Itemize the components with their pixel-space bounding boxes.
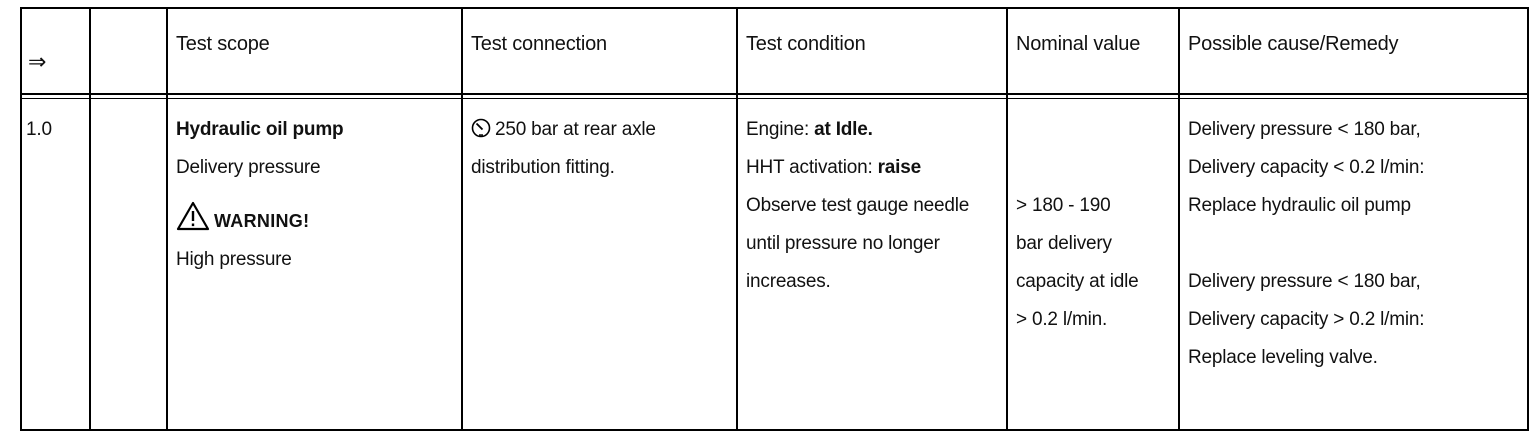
test-table: [20, 7, 1529, 431]
test-condition-cell: [746, 111, 969, 301]
col-divider-4: [736, 7, 738, 431]
remedy-2-line-1: Delivery pressure < 180 bar,: [1188, 271, 1421, 292]
col-divider-5: [1006, 7, 1008, 431]
header-divider: [20, 93, 1529, 95]
pressure-gauge-icon: [471, 118, 491, 138]
condition-line-1: Observe test gauge needle: [746, 195, 970, 216]
condition-hht: [746, 149, 969, 187]
scope-title: Hydraulic oil pump: [176, 119, 344, 140]
remedy-spacer: [1188, 225, 1424, 263]
nominal-line-4: > 0.2 l/min.: [1016, 309, 1108, 330]
warning-line: [176, 201, 343, 241]
header-possible-cause: Possible cause/Remedy: [1188, 33, 1399, 55]
header-arrow: ⇒: [28, 49, 47, 74]
nominal-line-3: capacity at idle: [1016, 271, 1139, 292]
engine-label: Engine:: [746, 119, 815, 140]
warning-triangle-icon: [176, 201, 210, 231]
condition-line-3: increases.: [746, 271, 831, 292]
nominal-value-cell: [1016, 187, 1138, 339]
test-connection-cell: [471, 111, 656, 187]
remedy-1-line-3: Replace hydraulic oil pump: [1188, 195, 1411, 216]
header-test-scope: Test scope: [176, 33, 270, 55]
header-test-connection: Test connection: [471, 33, 607, 55]
header-test-condition: Test condition: [746, 33, 866, 55]
hht-value: raise: [877, 157, 921, 178]
header-divider-double: [20, 98, 1529, 99]
nominal-line-2: bar delivery: [1016, 233, 1112, 254]
warning-text: High pressure: [176, 249, 292, 270]
remedy-1-line-2: Delivery capacity < 0.2 l/min:: [1188, 157, 1425, 178]
condition-engine: [746, 111, 969, 149]
header-nominal-value: Nominal value: [1016, 33, 1141, 55]
step-number: 1.0: [26, 119, 52, 140]
condition-line-2: until pressure no longer: [746, 233, 940, 254]
scope-subtitle: Delivery pressure: [176, 157, 321, 178]
col-divider-1: [89, 7, 91, 431]
test-scope-cell: [176, 111, 343, 279]
engine-value: at Idle.: [814, 119, 873, 140]
connection-line-2: distribution fitting.: [471, 157, 615, 178]
nominal-line-1: > 180 - 190: [1016, 195, 1111, 216]
connection-text-1: 250 bar at rear axle: [495, 119, 656, 140]
hht-label: HHT activation:: [746, 157, 878, 178]
remedy-2-line-3: Replace leveling valve.: [1188, 347, 1378, 368]
remedy-1-line-1: Delivery pressure < 180 bar,: [1188, 119, 1421, 140]
connection-line-1: [471, 111, 656, 149]
col-divider-2: [166, 7, 168, 431]
remedy-cell: [1188, 111, 1424, 377]
warning-label: WARNING!: [214, 211, 310, 231]
remedy-2-line-2: Delivery capacity > 0.2 l/min:: [1188, 309, 1425, 330]
col-divider-6: [1178, 7, 1180, 431]
col-divider-3: [461, 7, 463, 431]
